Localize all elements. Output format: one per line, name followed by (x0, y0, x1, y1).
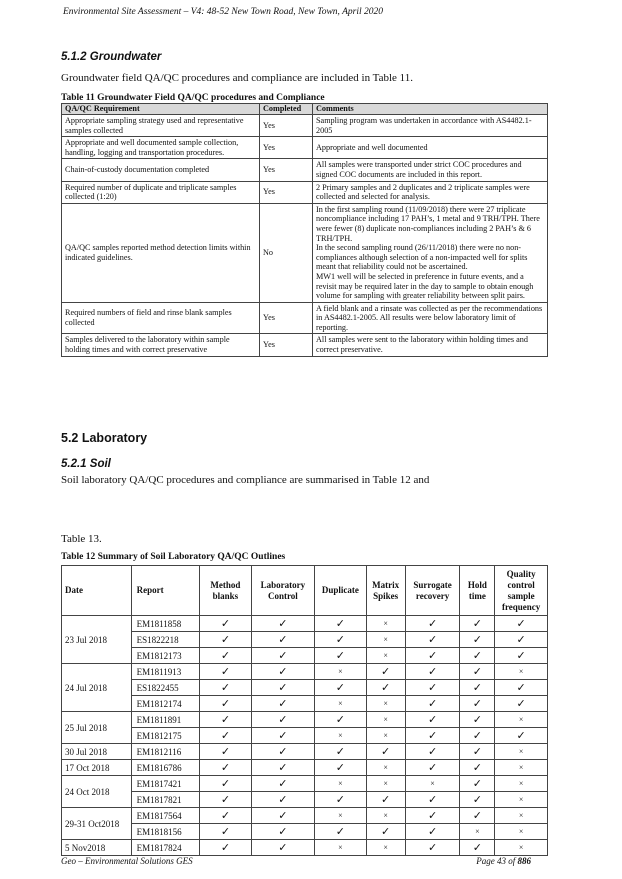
cross-icon: × (366, 760, 405, 776)
check-icon: ✓ (405, 760, 460, 776)
check-icon: ✓ (460, 776, 495, 792)
check-icon: ✓ (251, 712, 314, 728)
comment-line: In the first sampling round (11/09/2018) there were 27 triplicate noncompliance including 17 PAH’s, 1 metal and 9 TRH/TPH. There were fewer (8) duplicate non-compliances including 2 PAH’s & 6 TRH/TPH. (316, 204, 540, 243)
groundwater-intro-paragraph: Groundwater field QA/QC procedures and compliance are included in Table 11. (61, 72, 414, 84)
table-12-soil-lab-qaqc (61, 565, 548, 856)
cross-icon: × (366, 696, 405, 712)
table-row (62, 744, 548, 760)
report-cell: EM1818156 (131, 824, 200, 840)
check-icon: ✓ (200, 744, 252, 760)
date-cell: 24 Oct 2018 (62, 776, 132, 808)
date-cell: 5 Nov2018 (62, 840, 132, 856)
check-icon: ✓ (251, 760, 314, 776)
check-icon: ✓ (460, 728, 495, 744)
check-icon: ✓ (251, 680, 314, 696)
report-cell: ES1822218 (131, 632, 200, 648)
check-icon: ✓ (405, 792, 460, 808)
date-cell: 30 Jul 2018 (62, 744, 132, 760)
check-icon: ✓ (366, 680, 405, 696)
completed-cell: Yes (260, 302, 313, 334)
cross-icon: × (460, 824, 495, 840)
check-icon: ✓ (251, 728, 314, 744)
check-icon: ✓ (405, 616, 460, 632)
check-icon: ✓ (200, 824, 252, 840)
check-icon: ✓ (251, 792, 314, 808)
cross-icon: × (315, 728, 367, 744)
check-icon: ✓ (366, 792, 405, 808)
check-icon: ✓ (315, 648, 367, 664)
requirement-cell: QA/QC samples reported method detection limits within indicated guidelines. (62, 203, 260, 302)
check-icon: ✓ (460, 648, 495, 664)
check-icon: ✓ (366, 744, 405, 760)
comment-line: All samples were sent to the laboratory within holding times and correct preservative. (316, 335, 528, 355)
check-icon: ✓ (251, 632, 314, 648)
report-cell: EM1817824 (131, 840, 200, 856)
soil-intro-paragraph: Soil laboratory QA/QC procedures and compliance are summarised in Table 12 and (61, 474, 430, 486)
check-icon: ✓ (200, 728, 252, 744)
check-icon: ✓ (495, 616, 548, 632)
report-cell: EM1811858 (131, 616, 200, 632)
check-icon: ✓ (200, 680, 252, 696)
check-icon: ✓ (460, 808, 495, 824)
check-icon: ✓ (251, 808, 314, 824)
cross-icon: × (495, 760, 548, 776)
check-icon: ✓ (251, 616, 314, 632)
cross-icon: × (366, 728, 405, 744)
report-cell: EM1812116 (131, 744, 200, 760)
check-icon: ✓ (405, 824, 460, 840)
table-11-groundwater-qaqc (61, 103, 548, 357)
check-icon: ✓ (315, 712, 367, 728)
footer-page-number: Page 43 of 886 (476, 856, 531, 866)
cross-icon: × (315, 696, 367, 712)
cross-icon: × (366, 840, 405, 856)
check-icon: ✓ (200, 632, 252, 648)
footer-company: Geo – Environmental Solutions GES (61, 856, 193, 866)
check-icon: ✓ (315, 744, 367, 760)
cross-icon: × (315, 808, 367, 824)
cross-icon: × (366, 808, 405, 824)
check-icon: ✓ (200, 808, 252, 824)
check-icon: ✓ (200, 696, 252, 712)
check-icon: ✓ (495, 680, 548, 696)
cross-icon: × (495, 840, 548, 856)
comments-cell (313, 334, 548, 356)
table-row (62, 776, 548, 792)
completed-cell: Yes (260, 334, 313, 356)
cross-icon: × (315, 664, 367, 680)
check-icon: ✓ (460, 840, 495, 856)
cross-icon: × (315, 776, 367, 792)
check-icon: ✓ (460, 680, 495, 696)
table-row (62, 648, 548, 664)
cross-icon: × (366, 776, 405, 792)
cross-icon: × (366, 648, 405, 664)
check-icon: ✓ (251, 840, 314, 856)
cross-icon: × (366, 616, 405, 632)
check-icon: ✓ (200, 776, 252, 792)
check-icon: ✓ (251, 696, 314, 712)
comment-line: In the second sampling round (26/11/2018) there were no non-compliances although selection of a non-impacted well for splits meant that reliability could not be ascertained. (316, 243, 528, 272)
section-heading-soil: 5.2.1 Soil (61, 458, 111, 470)
check-icon: ✓ (460, 760, 495, 776)
column-header: Laboratory Control (251, 566, 314, 616)
requirement-cell: Chain-of-custody documentation completed (62, 159, 260, 181)
table-11-caption: Table 11 Groundwater Field QA/QC procedures and Compliance (61, 93, 325, 103)
comment-line: Appropriate and well documented (316, 142, 428, 152)
table-row (62, 728, 548, 744)
column-header: Hold time (460, 566, 495, 616)
running-header: Environmental Site Assessment – V4: 48-52 New Town Road, New Town, April 2020 (63, 7, 384, 17)
check-icon: ✓ (315, 680, 367, 696)
table-row (62, 840, 548, 856)
comments-cell (313, 137, 548, 159)
cross-icon: × (315, 840, 367, 856)
check-icon: ✓ (251, 824, 314, 840)
date-cell: 23 Jul 2018 (62, 616, 132, 664)
check-icon: ✓ (460, 664, 495, 680)
date-cell: 17 Oct 2018 (62, 760, 132, 776)
column-header: Duplicate (315, 566, 367, 616)
requirement-cell: Required numbers of field and rinse blank samples collected (62, 302, 260, 334)
table-row (62, 808, 548, 824)
requirement-cell: Required number of duplicate and triplicate samples collected (1:20) (62, 181, 260, 203)
date-cell: 24 Jul 2018 (62, 664, 132, 712)
comments-cell (313, 115, 548, 137)
check-icon: ✓ (200, 712, 252, 728)
comments-cell (313, 203, 548, 302)
check-icon: ✓ (495, 648, 548, 664)
comment-line: All samples were transported under strict COC procedures and signed COC documents are included in this report. (316, 160, 522, 179)
cross-icon: × (405, 776, 460, 792)
table-row (62, 824, 548, 840)
cross-icon: × (495, 824, 548, 840)
cross-icon: × (366, 712, 405, 728)
requirement-cell: Appropriate sampling strategy used and representative samples collected (62, 115, 260, 137)
check-icon: ✓ (495, 728, 548, 744)
table-row (62, 159, 548, 181)
check-icon: ✓ (405, 696, 460, 712)
cross-icon: × (495, 664, 548, 680)
cross-icon: × (495, 792, 548, 808)
cross-icon: × (366, 632, 405, 648)
report-cell: EM1812175 (131, 728, 200, 744)
check-icon: ✓ (495, 696, 548, 712)
table-row (62, 632, 548, 648)
column-header: Quality control sample frequency (495, 566, 548, 616)
check-icon: ✓ (251, 744, 314, 760)
check-icon: ✓ (315, 616, 367, 632)
table-row (62, 664, 548, 680)
table-row (62, 334, 548, 356)
cross-icon: × (495, 776, 548, 792)
comment-line: MW1 well will be selected in preference in future events, and a revisit may be required later in the day to sample to obtain enough volume for sampling with greater reliability between split pairs. (316, 271, 534, 301)
check-icon: ✓ (460, 712, 495, 728)
column-header: Matrix Spikes (366, 566, 405, 616)
check-icon: ✓ (460, 744, 495, 760)
table-row (62, 760, 548, 776)
check-icon: ✓ (200, 792, 252, 808)
requirement-cell: Samples delivered to the laboratory within sample holding times and with correct preservative (62, 334, 260, 356)
check-icon: ✓ (460, 696, 495, 712)
check-icon: ✓ (315, 632, 367, 648)
completed-cell: No (260, 203, 313, 302)
column-header: QA/QC Requirement (62, 104, 260, 115)
column-header: Completed (260, 104, 313, 115)
completed-cell: Yes (260, 115, 313, 137)
check-icon: ✓ (315, 824, 367, 840)
check-icon: ✓ (405, 728, 460, 744)
completed-cell: Yes (260, 159, 313, 181)
table-row (62, 712, 548, 728)
report-cell: EM1817421 (131, 776, 200, 792)
table-row (62, 302, 548, 334)
table-row (62, 181, 548, 203)
check-icon: ✓ (405, 680, 460, 696)
column-header: Comments (313, 104, 548, 115)
table-row (62, 137, 548, 159)
table-13-reference: Table 13. (61, 533, 102, 545)
report-cell: EM1811891 (131, 712, 200, 728)
section-heading-laboratory: 5.2 Laboratory (61, 431, 148, 445)
completed-cell: Yes (260, 181, 313, 203)
check-icon: ✓ (405, 648, 460, 664)
check-icon: ✓ (251, 664, 314, 680)
column-header: Method blanks (200, 566, 252, 616)
check-icon: ✓ (200, 760, 252, 776)
table-row (62, 115, 548, 137)
check-icon: ✓ (200, 840, 252, 856)
check-icon: ✓ (460, 632, 495, 648)
report-cell: EM1811913 (131, 664, 200, 680)
check-icon: ✓ (460, 616, 495, 632)
comments-cell (313, 181, 548, 203)
column-header: Date (62, 566, 132, 616)
report-cell: EM1817821 (131, 792, 200, 808)
report-cell: EM1816786 (131, 760, 200, 776)
check-icon: ✓ (200, 648, 252, 664)
check-icon: ✓ (315, 792, 367, 808)
comments-cell (313, 159, 548, 181)
report-cell: EM1817564 (131, 808, 200, 824)
requirement-cell: Appropriate and well documented sample collection, handling, logging and transportation procedures. (62, 137, 260, 159)
table-12-caption: Table 12 Summary of Soil Laboratory QA/QC Outlines (61, 552, 286, 562)
report-cell: EM1812173 (131, 648, 200, 664)
table-row (62, 203, 548, 302)
check-icon: ✓ (251, 776, 314, 792)
check-icon: ✓ (200, 616, 252, 632)
table-row (62, 616, 548, 632)
check-icon: ✓ (405, 712, 460, 728)
check-icon: ✓ (315, 760, 367, 776)
cross-icon: × (495, 744, 548, 760)
table-row (62, 792, 548, 808)
check-icon: ✓ (405, 632, 460, 648)
check-icon: ✓ (460, 792, 495, 808)
check-icon: ✓ (405, 840, 460, 856)
check-icon: ✓ (405, 664, 460, 680)
comment-line: Sampling program was undertaken in accordance with AS4482.1-2005 (316, 116, 532, 135)
date-cell: 29-31 Oct2018 (62, 808, 132, 840)
report-cell: ES1822455 (131, 680, 200, 696)
completed-cell: Yes (260, 137, 313, 159)
section-heading-groundwater: 5.1.2 Groundwater (61, 51, 162, 63)
cross-icon: × (495, 808, 548, 824)
report-cell: EM1812174 (131, 696, 200, 712)
check-icon: ✓ (495, 632, 548, 648)
comment-line: 2 Primary samples and 2 duplicates and 2 triplicate samples were collected and selected for analysis. (316, 182, 530, 202)
check-icon: ✓ (405, 744, 460, 760)
check-icon: ✓ (200, 664, 252, 680)
cross-icon: × (495, 712, 548, 728)
check-icon: ✓ (251, 648, 314, 664)
date-cell: 25 Jul 2018 (62, 712, 132, 744)
comments-cell (313, 302, 548, 334)
table-row (62, 680, 548, 696)
check-icon: ✓ (366, 664, 405, 680)
column-header: Report (131, 566, 200, 616)
comment-line: A field blank and a rinsate was collected as per the recommendations in AS4482.1-2005. All results were below laboratory limit of reporting. (316, 303, 543, 332)
check-icon: ✓ (366, 824, 405, 840)
column-header: Surrogate recovery (405, 566, 460, 616)
table-row (62, 696, 548, 712)
check-icon: ✓ (405, 808, 460, 824)
